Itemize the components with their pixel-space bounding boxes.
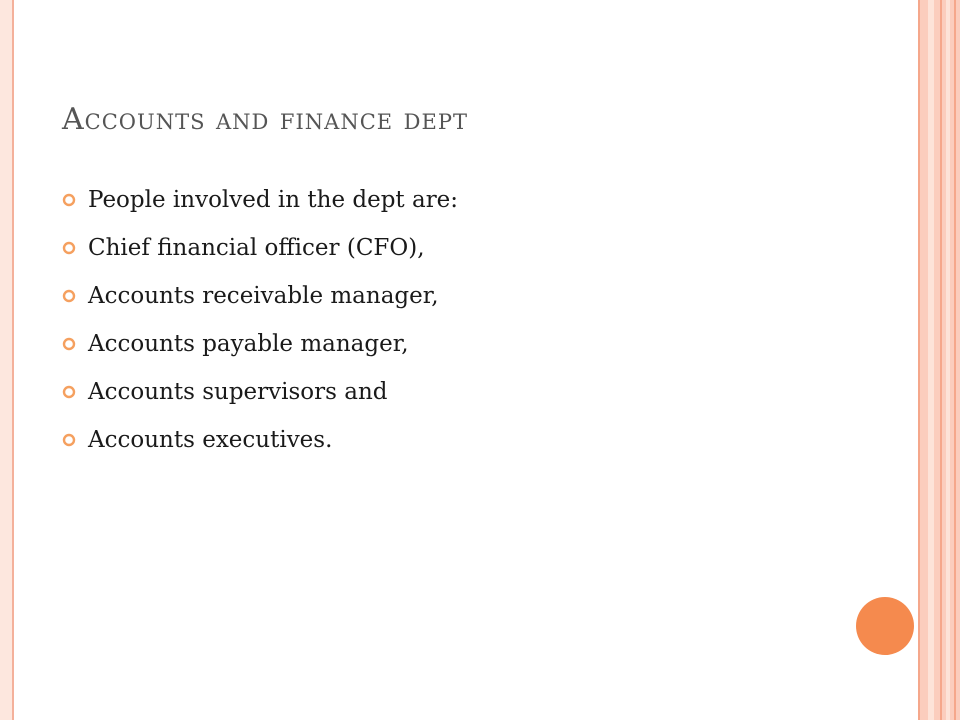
right-stripe xyxy=(940,0,942,720)
right-stripe xyxy=(946,0,950,720)
list-item xyxy=(62,272,458,320)
open-circle-bullet-icon xyxy=(62,289,76,303)
open-circle-bullet-icon xyxy=(62,433,76,447)
open-circle-bullet-icon xyxy=(62,241,76,255)
right-stripe xyxy=(918,0,920,720)
bullet-text: Chief financial officer (CFO), xyxy=(88,235,425,261)
slide-title: Accounts and finance dept xyxy=(62,102,468,137)
list-item xyxy=(62,176,458,224)
list-item xyxy=(62,224,458,272)
list-item xyxy=(62,416,458,464)
open-circle-bullet-icon xyxy=(62,337,76,351)
list-item xyxy=(62,320,458,368)
bullet-text: People involved in the dept are: xyxy=(88,187,459,213)
list-item xyxy=(62,368,458,416)
orange-circle-decoration xyxy=(856,597,914,655)
bullet-text: Accounts supervisors and xyxy=(88,379,388,405)
bullet-text: Accounts executives. xyxy=(88,427,333,453)
right-stripe xyxy=(928,0,934,720)
right-stripe xyxy=(954,0,956,720)
left-border-decoration xyxy=(0,0,14,720)
bullet-text: Accounts receivable manager, xyxy=(88,283,439,309)
bullet-text: Accounts payable manager, xyxy=(88,331,409,357)
open-circle-bullet-icon xyxy=(62,193,76,207)
bullet-list xyxy=(62,176,458,464)
open-circle-bullet-icon xyxy=(62,385,76,399)
